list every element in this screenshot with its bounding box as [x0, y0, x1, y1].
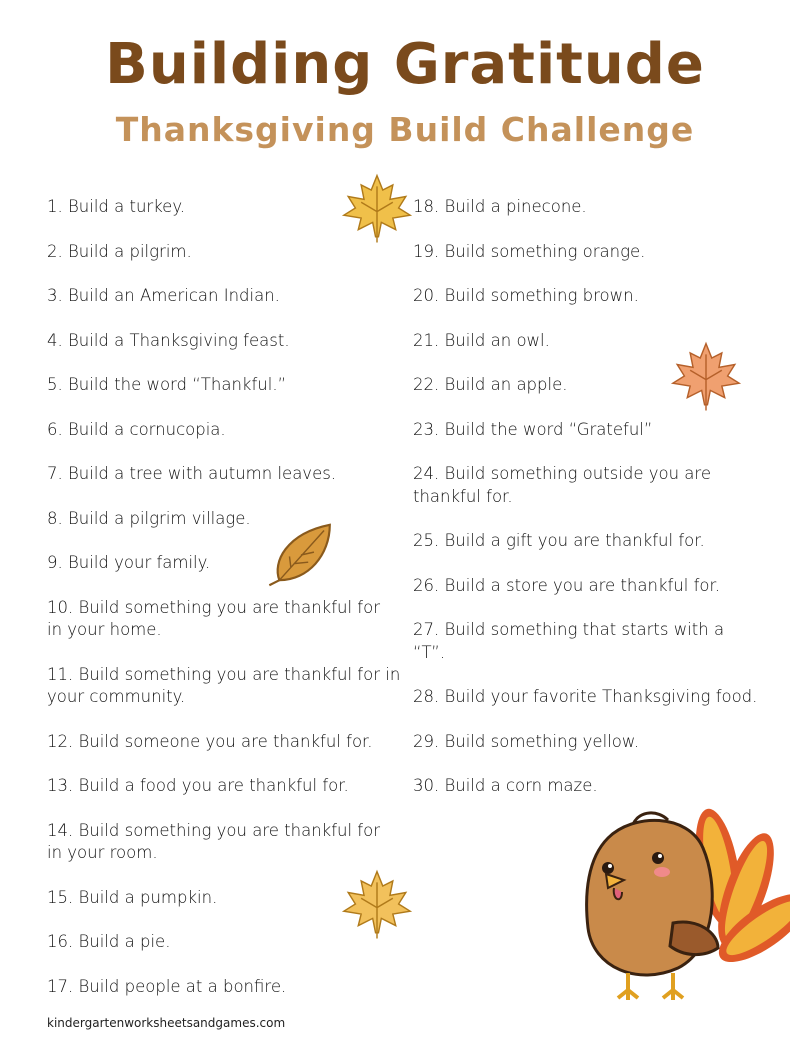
list-item: 4. Build a Thanksgiving feast.: [47, 330, 290, 350]
list-item: 12. Build someone you are thankful for.: [47, 731, 373, 751]
list-item: 11. Build something you are thankful for in your community.: [47, 664, 401, 706]
list-item: 21. Build an owl.: [413, 330, 550, 350]
turkey-icon: [578, 808, 790, 1004]
list-item: 16. Build a pie.: [47, 932, 171, 951]
list-item: 3. Build an American Indian.: [47, 286, 280, 305]
list-item: 10. Build something you are thankful for in your home.: [47, 597, 380, 639]
list-item: 14. Build something you are thankful for in your room.: [47, 820, 380, 862]
list-item: 2. Build a pilgrim.: [47, 241, 192, 261]
list-item: 24. Build something outside you are thankful for.: [413, 464, 711, 506]
list-item: 18. Build a pinecone.: [413, 197, 587, 216]
list-item: 20. Build something brown.: [413, 286, 639, 305]
list-item: 29. Build something yellow.: [413, 731, 640, 751]
maple-leaf-icon: [340, 172, 414, 244]
list-item: 1. Build a turkey.: [47, 197, 185, 216]
list-item: 27. Build something that starts with a “T”.: [413, 620, 725, 662]
list-item: 23. Build the word “Grateful”: [413, 419, 653, 439]
list-item: 7. Build a tree with autumn leaves.: [47, 464, 337, 483]
list-item: 17. Build people at a bonfire.: [47, 976, 287, 996]
list-item: 30. Build a corn maze.: [413, 776, 598, 795]
list-item: 5. Build the word “Thankful.”: [47, 375, 287, 394]
page-subtitle: Thanksgiving Build Challenge: [115, 110, 695, 149]
footer-website: kindergartenworksheetsandgames.com: [47, 1016, 286, 1030]
list-item: 13. Build a food you are thankful for.: [47, 776, 349, 795]
list-item: 26. Build a store you are thankful for.: [413, 575, 721, 595]
list-item: 15. Build a pumpkin.: [47, 887, 218, 907]
list-item: 19. Build something orange.: [413, 241, 646, 261]
list-item: 6. Build a cornucopia.: [47, 419, 226, 439]
oak-leaf-icon: [264, 519, 338, 591]
list-item: 28. Build your favorite Thanksgiving food.: [413, 687, 758, 706]
maple-leaf-icon: [670, 340, 742, 412]
list-item: 9. Build your family.: [47, 553, 211, 572]
maple-leaf-icon: [340, 868, 414, 940]
list-item: 8. Build a pilgrim village.: [47, 508, 251, 528]
list-item: 25. Build a gift you are thankful for.: [413, 531, 705, 550]
list-item: 22. Build an apple.: [413, 375, 568, 394]
challenge-list-right: [413, 196, 758, 798]
page-title: Building Gratitude: [105, 32, 705, 97]
